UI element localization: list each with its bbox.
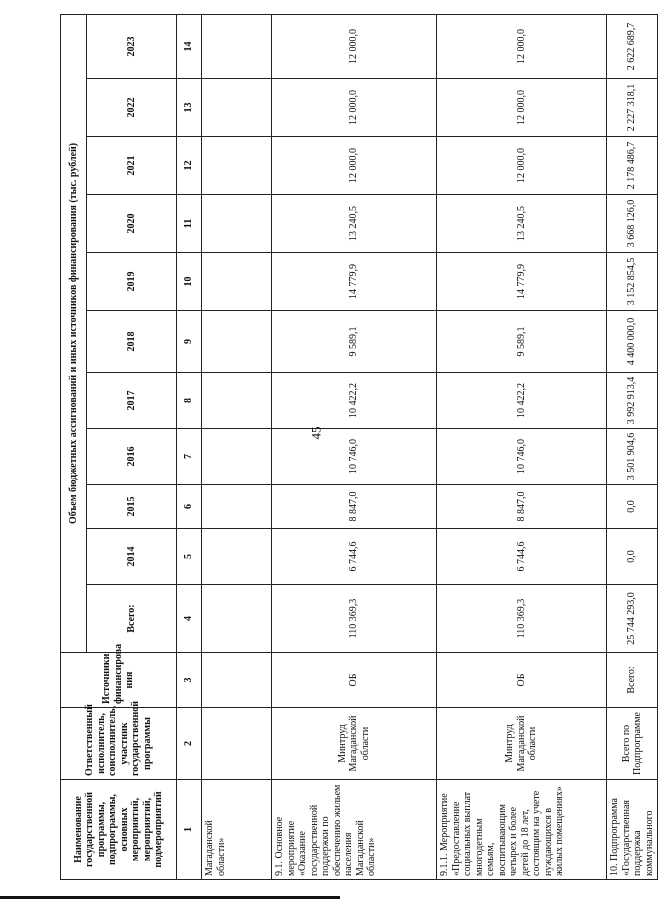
column-number: 1 — [177, 780, 202, 880]
header-year: 2016 — [87, 429, 177, 485]
header-year: 2020 — [87, 195, 177, 253]
column-number: 2 — [177, 708, 202, 780]
row-executor: Минтруд Магаданской области — [272, 708, 437, 780]
row-executor: Минтруд Магаданской области — [437, 708, 607, 780]
row-source: ОБ — [437, 653, 607, 708]
row-source: Всего: — [607, 653, 658, 708]
column-number: 7 — [177, 429, 202, 485]
row-value — [202, 373, 272, 429]
row-executor: Всего по Подпрограмме — [607, 708, 658, 780]
row-value: 12 000,0 — [437, 137, 607, 195]
row-value: 0,0 — [607, 529, 658, 585]
column-number: 8 — [177, 373, 202, 429]
row-value: 12 000,0 — [272, 14, 437, 78]
row-value: 10 746,0 — [437, 429, 607, 485]
row-value — [202, 485, 272, 529]
header-year: 2018 — [87, 311, 177, 373]
row-value: 3 668 126,0 — [607, 195, 658, 253]
row-value: 13 240,5 — [272, 195, 437, 253]
header-year: 2023 — [87, 14, 177, 78]
row-value: 13 240,5 — [437, 195, 607, 253]
row-value — [202, 79, 272, 137]
row-total: 25 744 293,0 — [607, 585, 658, 653]
row-value: 3 992 913,4 — [607, 373, 658, 429]
row-value: 4 400 000,0 — [607, 311, 658, 373]
row-value — [202, 429, 272, 485]
column-number: 6 — [177, 485, 202, 529]
row-value: 8 847,0 — [272, 485, 437, 529]
row-value: 6 744,6 — [272, 529, 437, 585]
row-value: 3 501 904,6 — [607, 429, 658, 485]
header-year: 2014 — [87, 529, 177, 585]
row-value: 0,0 — [607, 485, 658, 529]
row-name: Магаданской области» — [202, 780, 272, 880]
column-number: 5 — [177, 529, 202, 585]
row-value: 12 000,0 — [272, 79, 437, 137]
row-total — [202, 585, 272, 653]
row-total: 110 369,3 — [272, 585, 437, 653]
footer-rule — [0, 896, 340, 899]
table-row — [607, 14, 658, 879]
row-value — [202, 529, 272, 585]
header-executor: Ответственный исполнитель, соисполнитель, участник государственной программы — [61, 708, 177, 780]
header-year: 2015 — [87, 485, 177, 529]
header-year: 2017 — [87, 373, 177, 429]
row-value: 10 422,2 — [272, 373, 437, 429]
header-year: 2019 — [87, 253, 177, 311]
column-number: 13 — [177, 79, 202, 137]
row-value: 2 227 318,1 — [607, 79, 658, 137]
row-value: 14 779,9 — [437, 253, 607, 311]
header-year: 2022 — [87, 79, 177, 137]
row-value: 2 622 689,7 — [607, 14, 658, 78]
table-row — [272, 14, 437, 879]
row-value: 9 589,1 — [437, 311, 607, 373]
header-year: 2021 — [87, 137, 177, 195]
financing-table — [60, 14, 658, 880]
row-value: 2 178 486,7 — [607, 137, 658, 195]
header-volume: Объем бюджетных ассигнований и иных источников финансирования (тыс. рублей) — [61, 14, 87, 652]
column-number: 3 — [177, 653, 202, 708]
column-number: 14 — [177, 14, 202, 78]
row-value: 8 847,0 — [437, 485, 607, 529]
column-number: 12 — [177, 137, 202, 195]
row-value: 10 422,2 — [437, 373, 607, 429]
row-value — [202, 195, 272, 253]
row-value: 12 000,0 — [437, 79, 607, 137]
row-value — [202, 311, 272, 373]
header-name: Наименование государственной программы, подпрограммы, основных мероприятий, мероприятий, подмероприятий — [61, 780, 177, 880]
column-number: 10 — [177, 253, 202, 311]
row-executor — [202, 708, 272, 780]
row-source — [202, 653, 272, 708]
row-source: ОБ — [272, 653, 437, 708]
page-number: 45 — [308, 426, 324, 440]
row-value: 10 746,0 — [272, 429, 437, 485]
row-value — [202, 137, 272, 195]
column-number: 4 — [177, 585, 202, 653]
row-value: 9 589,1 — [272, 311, 437, 373]
row-value: 3 152 854,5 — [607, 253, 658, 311]
row-value: 12 000,0 — [437, 14, 607, 78]
table-row — [202, 14, 272, 879]
header-total: Всего: — [87, 585, 177, 653]
column-number-row — [177, 14, 202, 879]
table-row — [437, 14, 607, 879]
row-value — [202, 14, 272, 78]
row-name: 10. Подпрограмма «Государственная поддержка коммунального — [607, 780, 658, 880]
row-value — [202, 253, 272, 311]
row-name: 9.1.1. Мероприятие «Предоставление социальных выплат многодетным семьям, воспитывающим четырех и более детей до 18 лет, состоящим на учете нуждающихся в жилых помещениях» — [437, 780, 607, 880]
row-value: 14 779,9 — [272, 253, 437, 311]
header-source: Источники финансирова ния — [61, 653, 177, 708]
row-value: 6 744,6 — [437, 529, 607, 585]
column-number: 9 — [177, 311, 202, 373]
column-number: 11 — [177, 195, 202, 253]
row-value: 12 000,0 — [272, 137, 437, 195]
rotated-table-container — [60, 15, 655, 880]
row-name: 9.1. Основное мероприятие «Оказание государственной поддержки по обеспечению жильем населения Магаданской области» — [272, 780, 437, 880]
row-total: 110 369,3 — [437, 585, 607, 653]
